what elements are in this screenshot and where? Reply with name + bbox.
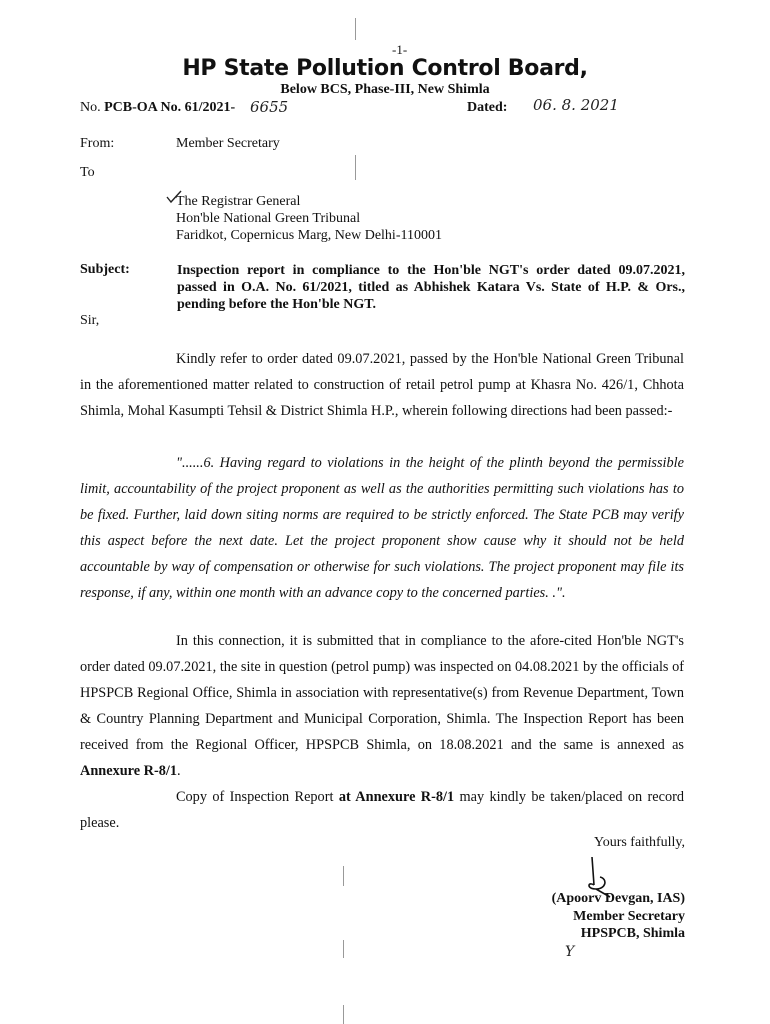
subject-text: Inspection report in compliance to the Hon'ble NGT's order dated 09.07.2021, passed in O.A. No. 61/2021, titled as Abhishek Katara Vs. State of H.P. & Ors., pending before the Hon'ble NGT. <box>177 263 685 312</box>
letterhead-address: Below BCS, Phase-III, New Shimla <box>280 82 490 97</box>
to-label: To <box>80 165 95 180</box>
handwritten-reference: 6655 <box>250 98 289 116</box>
paragraph-2-text: In this connection, it is submitted that in compliance to the afore-cited Hon'ble NGT's order dated 09.07.2021, the site in question (petrol pump) was inspected on 04.08.2021 by the officials of HPSPCB Regional Office, Shimla in association with representative(s) from Revenue Department, Town & Country Planning Department and Municipal Corporation, Shimla. The Inspection Report has been received from the Regional Officer, HPSPCB Shimla, on 18.08.2021 and the same is annexed as <box>80 633 684 753</box>
closing-yours-faithfully: Yours faithfully, <box>593 835 685 850</box>
annexure-reference: Annexure R-8/1 <box>80 763 178 779</box>
subject-label: Subject: <box>80 262 130 277</box>
salutation: Sir, <box>80 313 100 328</box>
handwritten-date: 06. 8. 2021 <box>533 96 619 114</box>
dated-label: Dated: <box>467 100 508 115</box>
reference-code: PCB-OA No. 61/2021- <box>104 100 236 115</box>
scan-fold-mark <box>343 866 344 886</box>
signatory-designation: Member Secretary <box>573 909 685 924</box>
recipient-line: Faridkot, Copernicus Marg, New Delhi-110001 <box>176 228 442 243</box>
quoted-order: "......6. Having regard to violations in the height of the plinth beyond the permissible limit, accountability of the project proponent as well as the authorities permitting such violations has to be fixed. Further, laid down siting norms are required to be strictly enforced. The State PCB may verify this aspect before the next date. Let the project proponent show cause why it should not be held accountable by way of compensation or otherwise for such violations. The project proponent may file its response, if any, within one month with an advance copy to the concerned parties. .". <box>80 455 684 601</box>
scan-fold-mark <box>343 1005 344 1024</box>
recipient-line: Hon'ble National Green Tribunal <box>176 211 361 226</box>
paragraph-3-text-a: Copy of Inspection Report <box>176 789 334 805</box>
scan-fold-mark <box>355 155 356 180</box>
paragraph-3-text-b: may kindly be taken/placed on record please. <box>80 789 685 831</box>
reference-prefix: No. <box>80 100 101 115</box>
body-paragraph-1: Kindly refer to order dated 09.07.2021, passed by the Hon'ble National Green Tribunal in the aforementioned matter related to construction of retail petrol pump at Khasra No. 426/1, Chhota Shimla, Mohal Kasumpti Tehsil & District Shimla H.P., wherein following directions had been passed:- <box>80 351 684 419</box>
page-number: -1- <box>392 42 408 57</box>
handwritten-initial: Y <box>565 944 575 960</box>
annexure-reference: at Annexure R-8/1 <box>338 789 455 805</box>
signatory-name: (Apoorv Devgan, IAS) <box>551 891 685 906</box>
from-label: From: <box>80 136 115 151</box>
tick-mark-icon <box>166 190 182 204</box>
from-value: Member Secretary <box>176 136 280 151</box>
scan-fold-mark <box>343 940 344 958</box>
letterhead-title: HP State Pollution Control Board, <box>182 56 588 81</box>
paragraph-2-end: . <box>177 763 181 779</box>
body-paragraph-2 <box>80 628 684 784</box>
recipient-line: The Registrar General <box>176 194 301 209</box>
scan-fold-mark <box>355 18 356 40</box>
reference-number <box>80 100 235 116</box>
signatory-organisation: HPSPCB, Shimla <box>580 926 685 941</box>
body-paragraph-3 <box>80 784 684 836</box>
